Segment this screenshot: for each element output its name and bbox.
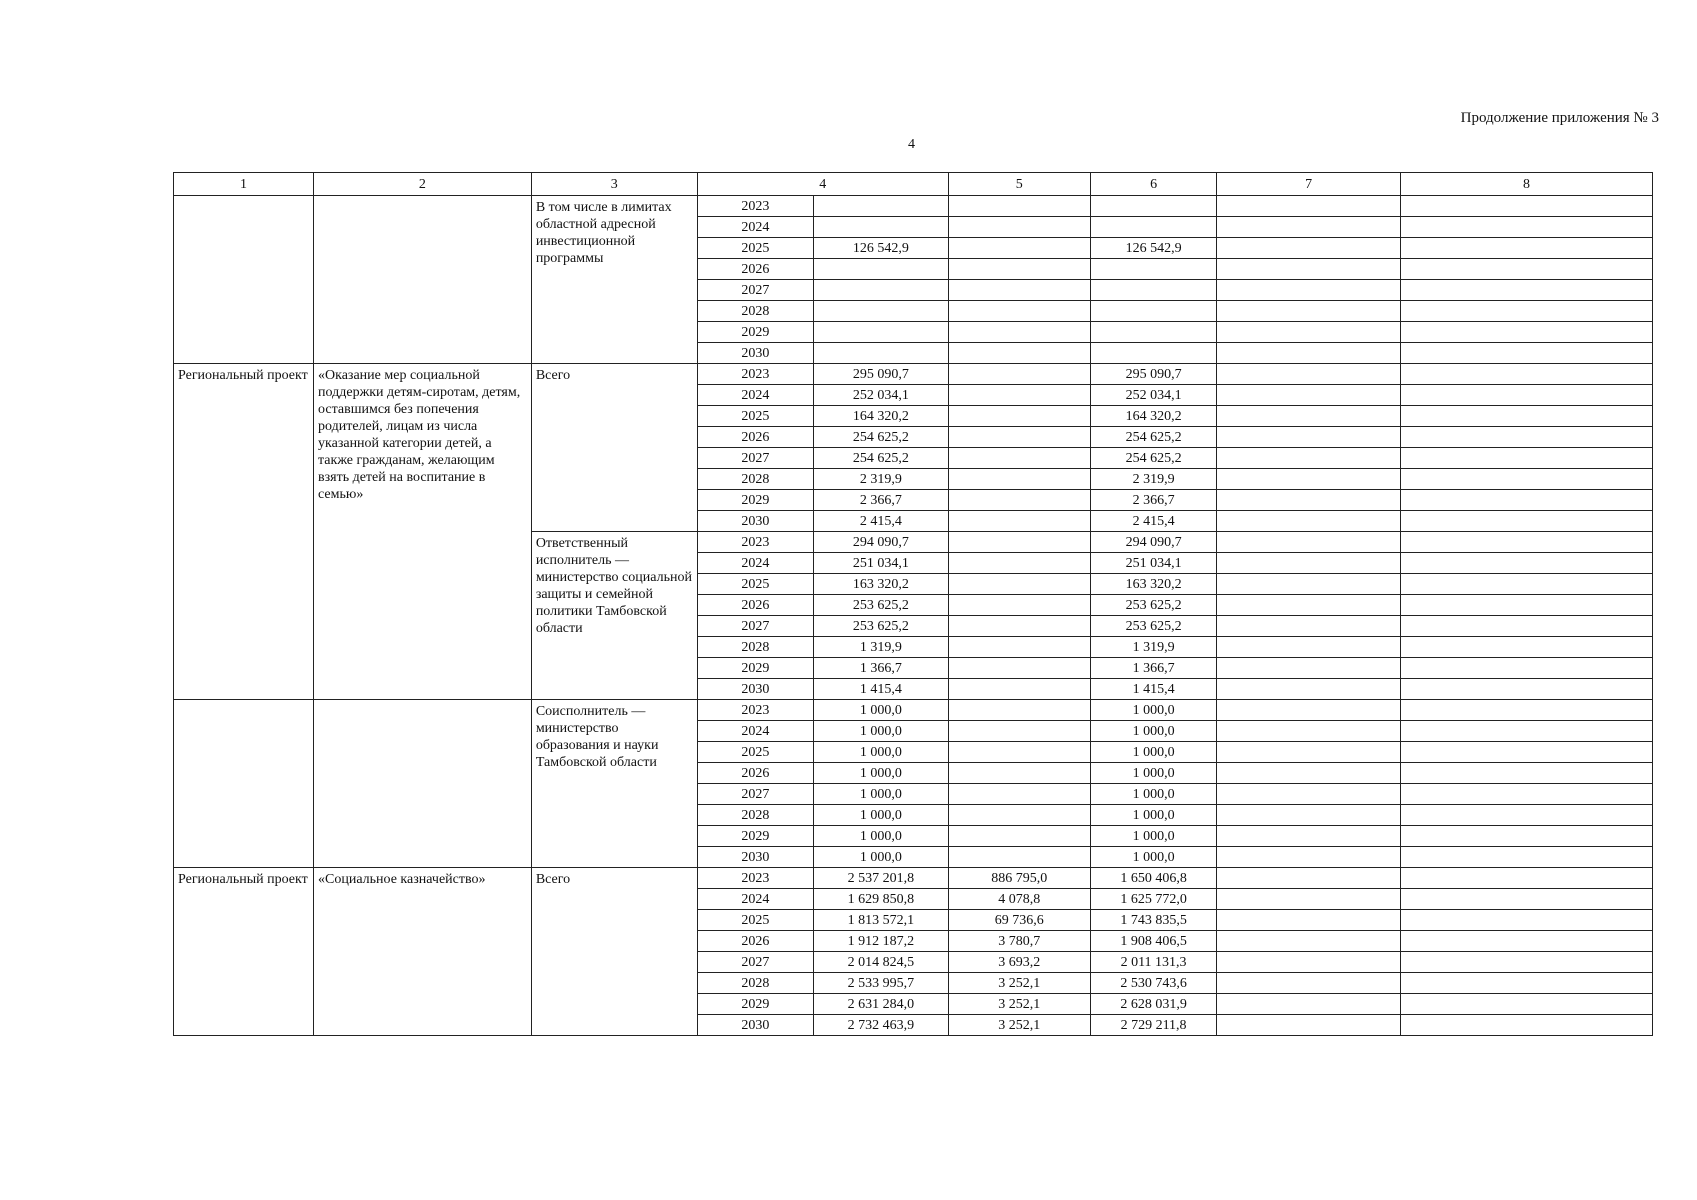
year-cell: 2030 [697,511,813,532]
total-cell: 2 319,9 [813,469,948,490]
column-7-cell [1217,448,1401,469]
total-cell: 1 912 187,2 [813,931,948,952]
year-cell: 2027 [697,616,813,637]
column-8-cell [1400,532,1652,553]
column-8-cell [1400,427,1652,448]
column-header-6: 6 [1090,173,1217,196]
year-cell: 2030 [697,343,813,364]
column-8-cell [1400,847,1652,868]
total-cell: 2 014 824,5 [813,952,948,973]
column-8-cell [1400,301,1652,322]
federal-cell [948,448,1090,469]
column-8-cell [1400,343,1652,364]
column-header-4: 4 [697,173,948,196]
column-7-cell [1217,574,1401,595]
column-7-cell [1217,406,1401,427]
total-cell: 2 631 284,0 [813,994,948,1015]
table-body [174,196,1653,1036]
regional-cell [1090,196,1217,217]
column-8-cell [1400,931,1652,952]
column-8-cell [1400,805,1652,826]
column-7-cell [1217,805,1401,826]
column-header-3: 3 [531,173,697,196]
federal-cell [948,469,1090,490]
regional-cell: 2 415,4 [1090,511,1217,532]
regional-cell: 1 000,0 [1090,742,1217,763]
federal-cell [948,721,1090,742]
federal-cell: 886 795,0 [948,868,1090,889]
year-cell: 2025 [697,574,813,595]
column-header-5: 5 [948,173,1090,196]
regional-cell [1090,322,1217,343]
row-executor: Соисполнитель — министерство образования и науки Тамбовской области [531,700,697,868]
federal-cell: 3 252,1 [948,973,1090,994]
year-cell: 2024 [697,889,813,910]
federal-cell [948,742,1090,763]
total-cell: 1 000,0 [813,826,948,847]
year-cell: 2028 [697,301,813,322]
column-7-cell [1217,217,1401,238]
row-executor: Всего [531,364,697,532]
total-cell: 1 319,9 [813,637,948,658]
year-cell: 2025 [697,406,813,427]
column-7-cell [1217,238,1401,259]
column-8-cell [1400,385,1652,406]
column-8-cell [1400,973,1652,994]
column-8-cell [1400,280,1652,301]
federal-cell [948,574,1090,595]
column-8-cell [1400,679,1652,700]
column-8-cell [1400,490,1652,511]
regional-cell: 1 625 772,0 [1090,889,1217,910]
column-8-cell [1400,700,1652,721]
federal-cell [948,826,1090,847]
federal-cell [948,532,1090,553]
regional-cell: 254 625,2 [1090,448,1217,469]
row-project-name: «Социальное казначейство» [314,868,532,1036]
total-cell: 254 625,2 [813,448,948,469]
regional-cell: 1 908 406,5 [1090,931,1217,952]
year-cell: 2024 [697,553,813,574]
federal-cell [948,406,1090,427]
regional-cell: 2 011 131,3 [1090,952,1217,973]
regional-cell: 294 090,7 [1090,532,1217,553]
column-8-cell [1400,574,1652,595]
column-7-cell [1217,196,1401,217]
total-cell: 253 625,2 [813,616,948,637]
column-header-row [174,173,1653,196]
column-7-cell [1217,742,1401,763]
federal-cell: 3 780,7 [948,931,1090,952]
year-cell: 2026 [697,427,813,448]
federal-cell [948,763,1090,784]
column-8-cell [1400,637,1652,658]
column-7-cell [1217,826,1401,847]
federal-cell [948,595,1090,616]
regional-cell: 252 034,1 [1090,385,1217,406]
year-cell: 2028 [697,469,813,490]
column-header-7: 7 [1217,173,1401,196]
year-cell: 2026 [697,931,813,952]
total-cell: 1 000,0 [813,700,948,721]
column-7-cell [1217,427,1401,448]
column-7-cell [1217,700,1401,721]
federal-cell [948,196,1090,217]
regional-cell: 1 000,0 [1090,763,1217,784]
column-7-cell [1217,469,1401,490]
total-cell: 2 537 201,8 [813,868,948,889]
column-7-cell [1217,511,1401,532]
regional-cell: 1 000,0 [1090,826,1217,847]
table-row [174,700,1653,721]
year-cell: 2029 [697,994,813,1015]
column-8-cell [1400,511,1652,532]
regional-cell: 1 415,4 [1090,679,1217,700]
row-category [174,700,314,868]
federal-cell [948,847,1090,868]
column-7-cell [1217,952,1401,973]
regional-cell: 2 530 743,6 [1090,973,1217,994]
column-8-cell [1400,238,1652,259]
year-cell: 2030 [697,679,813,700]
federal-cell: 3 252,1 [948,1015,1090,1036]
year-cell: 2027 [697,280,813,301]
table-row [174,868,1653,889]
row-project-name: «Оказание мер социальной поддержки детям-сиротам, детям, оставшимся без попечения родителей, лицам из числа указанной категории детей, а также гражданам, желающим взять детей на воспитание в семью» [314,364,532,700]
total-cell: 2 732 463,9 [813,1015,948,1036]
column-8-cell [1400,616,1652,637]
column-7-cell [1217,343,1401,364]
total-cell: 294 090,7 [813,532,948,553]
row-category: Региональный проект [174,868,314,1036]
federal-cell [948,784,1090,805]
regional-cell: 1 366,7 [1090,658,1217,679]
total-cell: 163 320,2 [813,574,948,595]
column-8-cell [1400,868,1652,889]
regional-cell: 2 729 211,8 [1090,1015,1217,1036]
column-7-cell [1217,784,1401,805]
federal-cell [948,217,1090,238]
column-8-cell [1400,364,1652,385]
federal-cell [948,385,1090,406]
regional-cell [1090,343,1217,364]
federal-cell [948,679,1090,700]
page-number: 4 [908,137,915,152]
column-8-cell [1400,196,1652,217]
total-cell: 254 625,2 [813,427,948,448]
total-cell: 1 000,0 [813,721,948,742]
federal-cell [948,427,1090,448]
column-8-cell [1400,595,1652,616]
column-7-cell [1217,364,1401,385]
federal-cell [948,637,1090,658]
column-7-cell [1217,259,1401,280]
federal-cell [948,259,1090,280]
row-project-name [314,196,532,364]
column-7-cell [1217,553,1401,574]
column-7-cell [1217,868,1401,889]
column-7-cell [1217,595,1401,616]
total-cell: 126 542,9 [813,238,948,259]
regional-cell [1090,217,1217,238]
total-cell [813,301,948,322]
regional-cell: 1 000,0 [1090,700,1217,721]
total-cell: 252 034,1 [813,385,948,406]
regional-cell: 251 034,1 [1090,553,1217,574]
total-cell: 1 813 572,1 [813,910,948,931]
federal-cell [948,700,1090,721]
federal-cell [948,280,1090,301]
column-8-cell [1400,553,1652,574]
regional-cell: 1 743 835,5 [1090,910,1217,931]
column-header-2: 2 [314,173,532,196]
column-8-cell [1400,784,1652,805]
federal-cell [948,553,1090,574]
column-7-cell [1217,847,1401,868]
row-category [174,196,314,364]
column-8-cell [1400,259,1652,280]
year-cell: 2030 [697,847,813,868]
year-cell: 2026 [697,259,813,280]
federal-cell [948,616,1090,637]
year-cell: 2025 [697,238,813,259]
column-8-cell [1400,1015,1652,1036]
year-cell: 2026 [697,763,813,784]
year-cell: 2023 [697,868,813,889]
regional-cell: 2 319,9 [1090,469,1217,490]
regional-cell: 126 542,9 [1090,238,1217,259]
total-cell [813,259,948,280]
year-cell: 2025 [697,910,813,931]
regional-cell: 1 319,9 [1090,637,1217,658]
total-cell: 2 366,7 [813,490,948,511]
regional-cell: 1 000,0 [1090,721,1217,742]
budget-table [173,172,1653,1036]
regional-cell: 1 000,0 [1090,805,1217,826]
year-cell: 2024 [697,217,813,238]
year-cell: 2027 [697,952,813,973]
regional-cell: 163 320,2 [1090,574,1217,595]
column-8-cell [1400,994,1652,1015]
row-executor: Ответственный исполнитель — министерство социальной защиты и семейной политики Тамбовской области [531,532,697,700]
column-8-cell [1400,658,1652,679]
column-8-cell [1400,322,1652,343]
regional-cell: 254 625,2 [1090,427,1217,448]
column-7-cell [1217,616,1401,637]
column-7-cell [1217,301,1401,322]
federal-cell: 3 252,1 [948,994,1090,1015]
column-7-cell [1217,889,1401,910]
column-7-cell [1217,322,1401,343]
federal-cell [948,322,1090,343]
column-header-8: 8 [1400,173,1652,196]
year-cell: 2025 [697,742,813,763]
federal-cell [948,805,1090,826]
year-cell: 2026 [697,595,813,616]
column-7-cell [1217,931,1401,952]
column-8-cell [1400,406,1652,427]
year-cell: 2028 [697,805,813,826]
column-7-cell [1217,385,1401,406]
federal-cell [948,343,1090,364]
row-category: Региональный проект [174,364,314,700]
regional-cell: 1 000,0 [1090,784,1217,805]
year-cell: 2029 [697,490,813,511]
column-8-cell [1400,742,1652,763]
total-cell: 1 366,7 [813,658,948,679]
federal-cell: 4 078,8 [948,889,1090,910]
total-cell: 1 000,0 [813,805,948,826]
column-7-cell [1217,679,1401,700]
year-cell: 2023 [697,364,813,385]
year-cell: 2028 [697,973,813,994]
column-7-cell [1217,532,1401,553]
total-cell: 164 320,2 [813,406,948,427]
column-7-cell [1217,763,1401,784]
column-7-cell [1217,721,1401,742]
regional-cell [1090,301,1217,322]
total-cell: 251 034,1 [813,553,948,574]
column-7-cell [1217,637,1401,658]
total-cell [813,343,948,364]
regional-cell [1090,280,1217,301]
regional-cell: 253 625,2 [1090,616,1217,637]
total-cell: 1 000,0 [813,742,948,763]
column-7-cell [1217,973,1401,994]
year-cell: 2029 [697,826,813,847]
federal-cell [948,658,1090,679]
column-8-cell [1400,910,1652,931]
year-cell: 2027 [697,784,813,805]
column-8-cell [1400,217,1652,238]
total-cell: 1 000,0 [813,847,948,868]
column-7-cell [1217,658,1401,679]
federal-cell: 3 693,2 [948,952,1090,973]
total-cell [813,217,948,238]
column-7-cell [1217,1015,1401,1036]
regional-cell: 2 366,7 [1090,490,1217,511]
column-8-cell [1400,952,1652,973]
regional-cell [1090,259,1217,280]
federal-cell [948,490,1090,511]
year-cell: 2027 [697,448,813,469]
federal-cell: 69 736,6 [948,910,1090,931]
regional-cell: 1 650 406,8 [1090,868,1217,889]
regional-cell: 164 320,2 [1090,406,1217,427]
column-7-cell [1217,910,1401,931]
column-7-cell [1217,280,1401,301]
year-cell: 2023 [697,196,813,217]
column-8-cell [1400,448,1652,469]
federal-cell [948,364,1090,385]
year-cell: 2030 [697,1015,813,1036]
year-cell: 2023 [697,700,813,721]
year-cell: 2023 [697,532,813,553]
column-8-cell [1400,721,1652,742]
total-cell: 1 000,0 [813,784,948,805]
total-cell: 1 629 850,8 [813,889,948,910]
regional-cell: 1 000,0 [1090,847,1217,868]
total-cell [813,280,948,301]
total-cell: 295 090,7 [813,364,948,385]
year-cell: 2024 [697,721,813,742]
total-cell: 1 415,4 [813,679,948,700]
total-cell: 1 000,0 [813,763,948,784]
table-row [174,196,1653,217]
row-executor: В том числе в лимитах областной адресной инвестиционной программы [531,196,697,364]
regional-cell: 295 090,7 [1090,364,1217,385]
column-8-cell [1400,763,1652,784]
year-cell: 2029 [697,322,813,343]
column-header-1: 1 [174,173,314,196]
column-7-cell [1217,994,1401,1015]
total-cell [813,196,948,217]
total-cell: 2 533 995,7 [813,973,948,994]
total-cell: 2 415,4 [813,511,948,532]
column-8-cell [1400,889,1652,910]
column-7-cell [1217,490,1401,511]
table-row [174,364,1653,385]
federal-cell [948,238,1090,259]
column-8-cell [1400,469,1652,490]
year-cell: 2028 [697,637,813,658]
row-executor: Всего [531,868,697,1036]
total-cell [813,322,948,343]
regional-cell: 2 628 031,9 [1090,994,1217,1015]
row-project-name [314,700,532,868]
federal-cell [948,301,1090,322]
year-cell: 2029 [697,658,813,679]
total-cell: 253 625,2 [813,595,948,616]
header-note: Продолжение приложения № 3 [1460,110,1659,126]
column-8-cell [1400,826,1652,847]
year-cell: 2024 [697,385,813,406]
regional-cell: 253 625,2 [1090,595,1217,616]
federal-cell [948,511,1090,532]
